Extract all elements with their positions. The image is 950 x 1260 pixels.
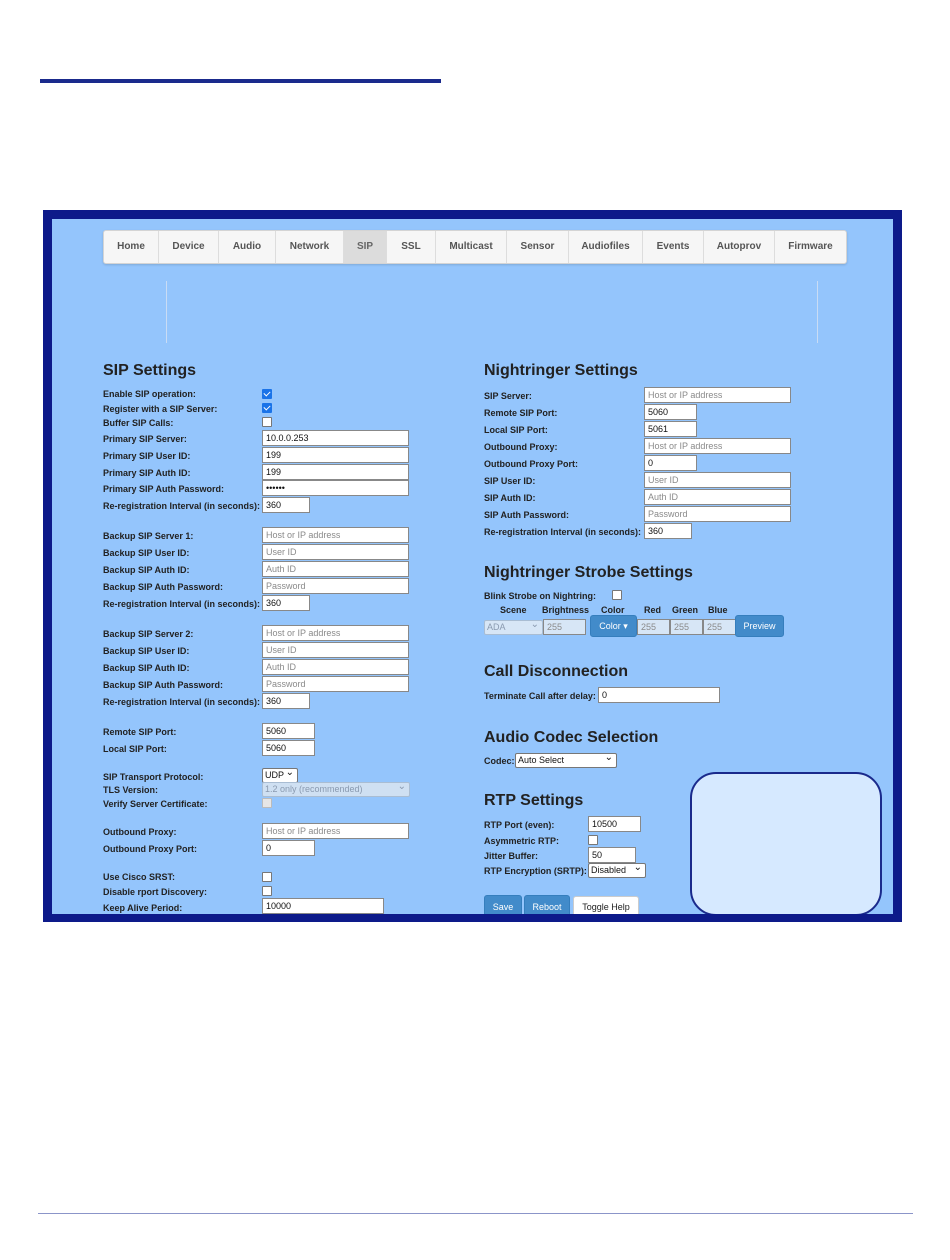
srtp-select[interactable]: Disabled ⌄	[588, 863, 646, 878]
buffer-calls-label: Buffer SIP Calls:	[103, 418, 174, 428]
divider	[166, 281, 167, 343]
col-brightness: Brightness	[542, 605, 590, 615]
rtp-port-input[interactable]: 10500	[588, 816, 641, 832]
red-input[interactable]: 255	[637, 619, 670, 635]
tab-home[interactable]: Home	[104, 231, 159, 263]
backup1-user-label: Backup SIP User ID:	[103, 548, 190, 558]
backup2-server-label: Backup SIP Server 2:	[103, 629, 194, 639]
local-port-input[interactable]: 5060	[262, 740, 315, 756]
transport-label: SIP Transport Protocol:	[103, 772, 204, 782]
backup2-server-input[interactable]: Host or IP address	[262, 625, 409, 641]
backup2-auth-input[interactable]: Auth ID	[262, 659, 409, 675]
backup1-pass-input[interactable]: Password	[262, 578, 409, 594]
reboot-button[interactable]: Reboot	[524, 895, 570, 914]
brightness-input[interactable]: 255	[543, 619, 586, 635]
codec-label: Codec:	[484, 756, 515, 766]
outbound-proxy-label: Outbound Proxy:	[103, 827, 177, 837]
night-auth-label: SIP Auth ID:	[484, 493, 536, 503]
night-rereg-input[interactable]: 360	[644, 523, 692, 539]
tab-events[interactable]: Events	[643, 231, 704, 263]
nightringer-heading: Nightringer Settings	[484, 362, 638, 379]
tls-select[interactable]: 1.2 only (recommended) ⌄	[262, 782, 410, 797]
enable-sip-label: Enable SIP operation:	[103, 389, 196, 399]
codec-select[interactable]: Auto Select ⌄	[515, 753, 617, 768]
transport-select[interactable]: UDP ⌄	[262, 768, 298, 783]
scene-select[interactable]: ADA ⌄	[484, 620, 543, 635]
divider	[817, 281, 818, 343]
rereg-label: Re-registration Interval (in seconds):	[103, 501, 261, 511]
primary-user-input[interactable]: 199	[262, 447, 409, 463]
tab-autoprov[interactable]: Autoprov	[704, 231, 775, 263]
backup2-pass-label: Backup SIP Auth Password:	[103, 680, 224, 690]
green-input[interactable]: 255	[670, 619, 703, 635]
primary-user-label: Primary SIP User ID:	[103, 451, 191, 461]
nav-bar	[103, 230, 847, 264]
backup1-user-input[interactable]: User ID	[262, 544, 409, 560]
rport-label: Disable rport Discovery:	[103, 887, 208, 897]
primary-pass-input[interactable]: ••••••	[262, 480, 409, 496]
night-server-label: SIP Server:	[484, 391, 532, 401]
save-button[interactable]: Save	[484, 895, 522, 914]
backup1-auth-label: Backup SIP Auth ID:	[103, 565, 190, 575]
backup2-user-input[interactable]: User ID	[262, 642, 409, 658]
outbound-proxy-port-input[interactable]: 0	[262, 840, 315, 856]
night-rereg-label: Re-registration Interval (in seconds):	[484, 527, 642, 537]
cisco-srst-checkbox[interactable]	[262, 872, 272, 882]
backup1-pass-label: Backup SIP Auth Password:	[103, 582, 224, 592]
night-pass-input[interactable]: Password	[644, 506, 791, 522]
tab-network[interactable]: Network	[276, 231, 344, 263]
rtp-port-label: RTP Port (even):	[484, 820, 555, 830]
outbound-proxy-port-label: Outbound Proxy Port:	[103, 844, 197, 854]
tab-firmware[interactable]: Firmware	[788, 241, 833, 252]
outbound-proxy-input[interactable]: Host or IP address	[262, 823, 409, 839]
srtp-label: RTP Encryption (SRTP):	[484, 866, 587, 876]
rport-checkbox[interactable]	[262, 886, 272, 896]
tls-label: TLS Version:	[103, 785, 159, 795]
backup2-user-label: Backup SIP User ID:	[103, 646, 190, 656]
col-color: Color	[601, 605, 625, 615]
terminate-delay-input[interactable]: 0	[598, 687, 720, 703]
asym-rtp-label: Asymmetric RTP:	[484, 836, 560, 846]
col-green: Green	[672, 605, 699, 615]
night-user-input[interactable]: User ID	[644, 472, 791, 488]
callout-box	[690, 772, 882, 914]
enable-sip-checkbox[interactable]	[262, 389, 272, 399]
cisco-srst-label: Use Cisco SRST:	[103, 872, 176, 882]
header-rule	[40, 79, 441, 83]
backup1-auth-input[interactable]: Auth ID	[262, 561, 409, 577]
tab-device[interactable]: Device	[159, 231, 219, 263]
primary-pass-label: Primary SIP Auth Password:	[103, 484, 225, 494]
primary-server-label: Primary SIP Server:	[103, 434, 187, 444]
primary-server-input[interactable]: 10.0.0.253	[262, 430, 409, 446]
codec-heading: Audio Codec Selection	[484, 729, 659, 746]
remote-port-label: Remote SIP Port:	[103, 727, 177, 737]
night-auth-input[interactable]: Auth ID	[644, 489, 791, 505]
night-pass-label: SIP Auth Password:	[484, 510, 570, 520]
backup2-rereg-input[interactable]: 360	[262, 693, 310, 709]
footer-rule	[38, 1213, 913, 1214]
terminate-delay-label: Terminate Call after delay:	[484, 691, 596, 701]
night-remote-port-label: Remote SIP Port:	[484, 408, 558, 418]
backup2-pass-input[interactable]: Password	[262, 676, 409, 692]
night-local-port-label: Local SIP Port:	[484, 425, 548, 435]
blink-strobe-label: Blink Strobe on Nightring:	[484, 591, 596, 601]
jitter-input[interactable]: 50	[588, 847, 636, 863]
night-user-label: SIP User ID:	[484, 476, 536, 486]
tab-audiofiles[interactable]: Audiofiles	[569, 231, 643, 263]
backup1-rereg-input[interactable]: 360	[262, 595, 310, 611]
backup1-server-label: Backup SIP Server 1:	[103, 531, 194, 541]
tab-multicast[interactable]: Multicast	[436, 231, 507, 263]
backup2-auth-label: Backup SIP Auth ID:	[103, 663, 190, 673]
strobe-heading: Nightringer Strobe Settings	[484, 564, 693, 581]
col-scene: Scene	[500, 605, 527, 615]
primary-auth-label: Primary SIP Auth ID:	[103, 468, 191, 478]
sip-settings-heading: SIP Settings	[103, 362, 197, 379]
night-proxy-port-label: Outbound Proxy Port:	[484, 459, 578, 469]
col-red: Red	[644, 605, 662, 615]
remote-port-input[interactable]: 5060	[262, 723, 315, 739]
night-proxy-input[interactable]: Host or IP address	[644, 438, 791, 454]
night-local-port-input[interactable]: 5061	[644, 421, 697, 437]
keepalive-label: Keep Alive Period:	[103, 903, 183, 913]
screenshot-frame	[43, 210, 902, 922]
toggle-help-button[interactable]: Toggle Help	[573, 896, 639, 914]
tab-sip[interactable]: SIP	[344, 231, 387, 263]
keepalive-input[interactable]: 10000	[262, 898, 384, 914]
tab-ssl[interactable]: SSL	[387, 231, 436, 263]
verify-cert-label: Verify Server Certificate:	[103, 799, 208, 809]
blue-input[interactable]: 255	[703, 619, 736, 635]
tab-sensor[interactable]: Sensor	[507, 231, 569, 263]
jitter-label: Jitter Buffer:	[484, 851, 539, 861]
web-ui	[52, 219, 893, 914]
color-dropdown-button[interactable]: Color ▾	[590, 615, 637, 637]
verify-cert-checkbox[interactable]	[262, 798, 272, 808]
night-server-input[interactable]: Host or IP address	[644, 387, 791, 403]
night-proxy-port-input[interactable]: 0	[644, 455, 697, 471]
local-port-label: Local SIP Port:	[103, 744, 167, 754]
tab-audio[interactable]: Audio	[219, 231, 276, 263]
backup1-rereg-label: Re-registration Interval (in seconds):	[103, 599, 261, 609]
preview-button[interactable]: Preview	[735, 615, 784, 637]
register-sip-checkbox[interactable]	[262, 403, 272, 413]
disconnect-heading: Call Disconnection	[484, 663, 629, 680]
rereg-input[interactable]: 360	[262, 497, 310, 513]
register-sip-label: Register with a SIP Server:	[103, 404, 218, 414]
rtp-heading: RTP Settings	[484, 792, 584, 809]
asym-rtp-checkbox[interactable]	[588, 835, 598, 845]
backup2-rereg-label: Re-registration Interval (in seconds):	[103, 697, 261, 707]
primary-auth-input[interactable]: 199	[262, 464, 409, 480]
blink-strobe-checkbox[interactable]	[612, 590, 622, 600]
backup1-server-input[interactable]: Host or IP address	[262, 527, 409, 543]
night-remote-port-input[interactable]: 5060	[644, 404, 697, 420]
col-blue: Blue	[708, 605, 728, 615]
night-proxy-label: Outbound Proxy:	[484, 442, 558, 452]
buffer-calls-checkbox[interactable]	[262, 417, 272, 427]
